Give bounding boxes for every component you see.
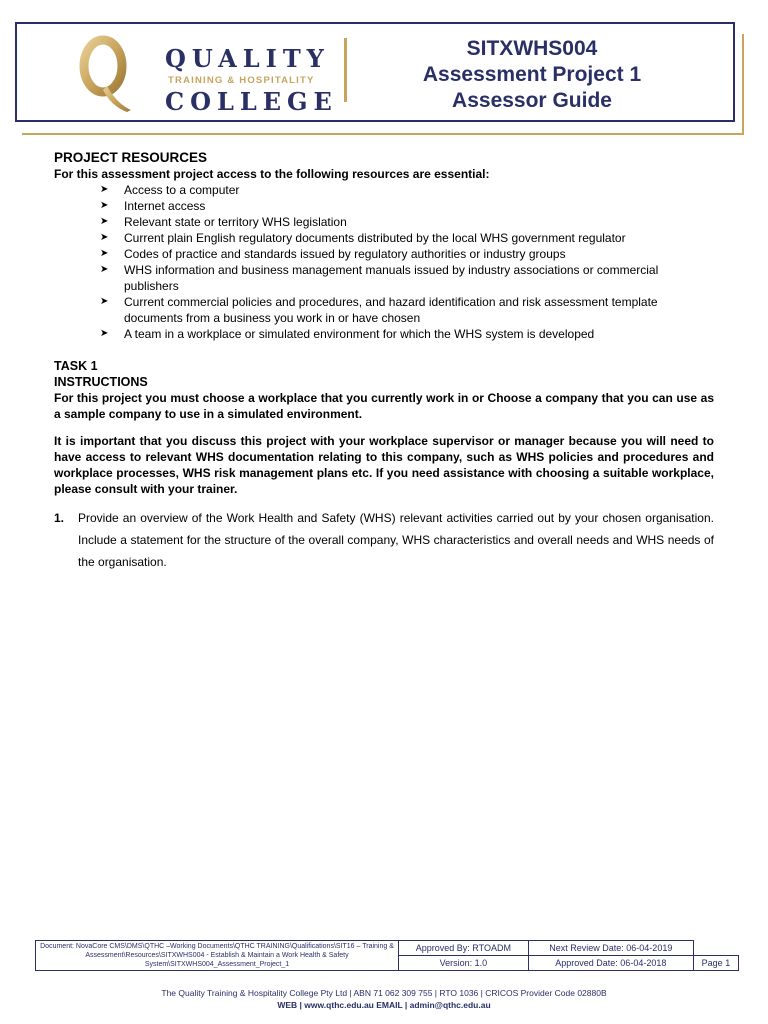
list-item: ➤ Relevant state or territory WHS legislation — [100, 215, 347, 229]
project-resources-heading: PROJECT RESOURCES — [54, 150, 208, 165]
arrow-bullet-icon: ➤ — [100, 248, 109, 259]
list-item: ➤ Current plain English regulatory documents distributed by the local WHS government regulator — [100, 231, 626, 245]
list-item: ➤ Internet access — [100, 199, 206, 213]
project-title: Assessment Project 1 — [422, 63, 642, 86]
document-path: Document: NovaCore CMS\DMS\QTHC –Working Documents\QTHC TRAINING\Qualifications\SIT16 – Training & Assessment\Resources\SITXWHS004 - Establish & Maintain a Work Health & Safety System\SITXWHS004_Assessment_Project_1 — [36, 941, 399, 971]
document-header — [15, 22, 735, 122]
list-item: ➤ Current commercial policies and procedures, and hazard identification and risk assessment template documents from a business you work in or have chosen — [100, 295, 658, 325]
header-divider — [344, 38, 347, 102]
arrow-bullet-icon: ➤ — [100, 232, 109, 243]
question-text: Provide an overview of the Work Health and Safety (WHS) relevant activities carried out by your chosen organisation. Include a statement for the structure of the overall company, WHS characteristics and overall needs and WHS needs of the organisation. — [78, 511, 714, 569]
arrow-bullet-icon: ➤ — [100, 184, 109, 195]
approved-date: Approved Date: 06-04-2018 — [528, 956, 693, 971]
document-control-table — [35, 940, 739, 971]
resources-list — [54, 182, 714, 342]
contact-details: WEB | www.qthc.edu.au EMAIL | admin@qthc.edu.au — [277, 1000, 491, 1010]
logo-word-quality: QUALITY — [165, 44, 330, 73]
guide-title: Assessor Guide — [452, 89, 612, 112]
document-title — [362, 36, 702, 114]
company-details: The Quality Training & Hospitality College Pty Ltd | ABN 71 062 309 755 | RTO 1036 | CRICOS Provider Code 02880B — [161, 988, 607, 998]
logo-word-college: COLLEGE — [165, 87, 338, 116]
instructions-paragraph-1: For this project you must choose a workplace that you currently work in or Choose a company that you can use as a sample company to use in a simulated environment. — [54, 391, 714, 421]
arrow-bullet-icon: ➤ — [100, 216, 109, 227]
arrow-bullet-icon: ➤ — [100, 296, 109, 307]
document-body — [54, 150, 714, 573]
next-review-date: Next Review Date: 06-04-2019 — [528, 941, 693, 956]
instructions-paragraph-2: It is important that you discuss this project with your workplace supervisor or manager because you will need to have access to relevant WHS documentation relating to this company, such as WHS policies and procedures and workplace processes, WHS risk management plans etc. If you need assistance with choosing a suitable workplace, please consult with your trainer. — [54, 434, 714, 496]
list-item: ➤ Codes of practice and standards issued by regulatory authorities or industry groups — [100, 247, 566, 261]
q-monogram-icon — [77, 34, 133, 112]
instructions-heading: INSTRUCTIONS — [54, 375, 148, 389]
arrow-bullet-icon: ➤ — [100, 200, 109, 211]
version: Version: 1.0 — [399, 956, 529, 971]
page-number: Page 1 — [693, 956, 738, 971]
logo-subtitle: TRAINING & HOSPITALITY — [168, 75, 315, 86]
list-item: ➤ A team in a workplace or simulated environment for which the WHS system is developed — [100, 327, 595, 341]
question-number: 1. — [54, 511, 65, 525]
arrow-bullet-icon: ➤ — [100, 328, 109, 339]
approved-by: Approved By: RTOADM — [399, 941, 529, 956]
list-item: ➤ WHS information and business management manuals issued by industry associations or commercial publishers — [100, 263, 659, 293]
resources-intro: For this assessment project access to the following resources are essential: — [54, 167, 490, 181]
arrow-bullet-icon: ➤ — [100, 264, 109, 275]
unit-code: SITXWHS004 — [466, 37, 598, 60]
list-item: ➤ Access to a computer — [100, 183, 240, 197]
task-title: TASK 1 — [54, 359, 98, 373]
question-1 — [54, 507, 714, 573]
college-logo — [77, 34, 337, 114]
